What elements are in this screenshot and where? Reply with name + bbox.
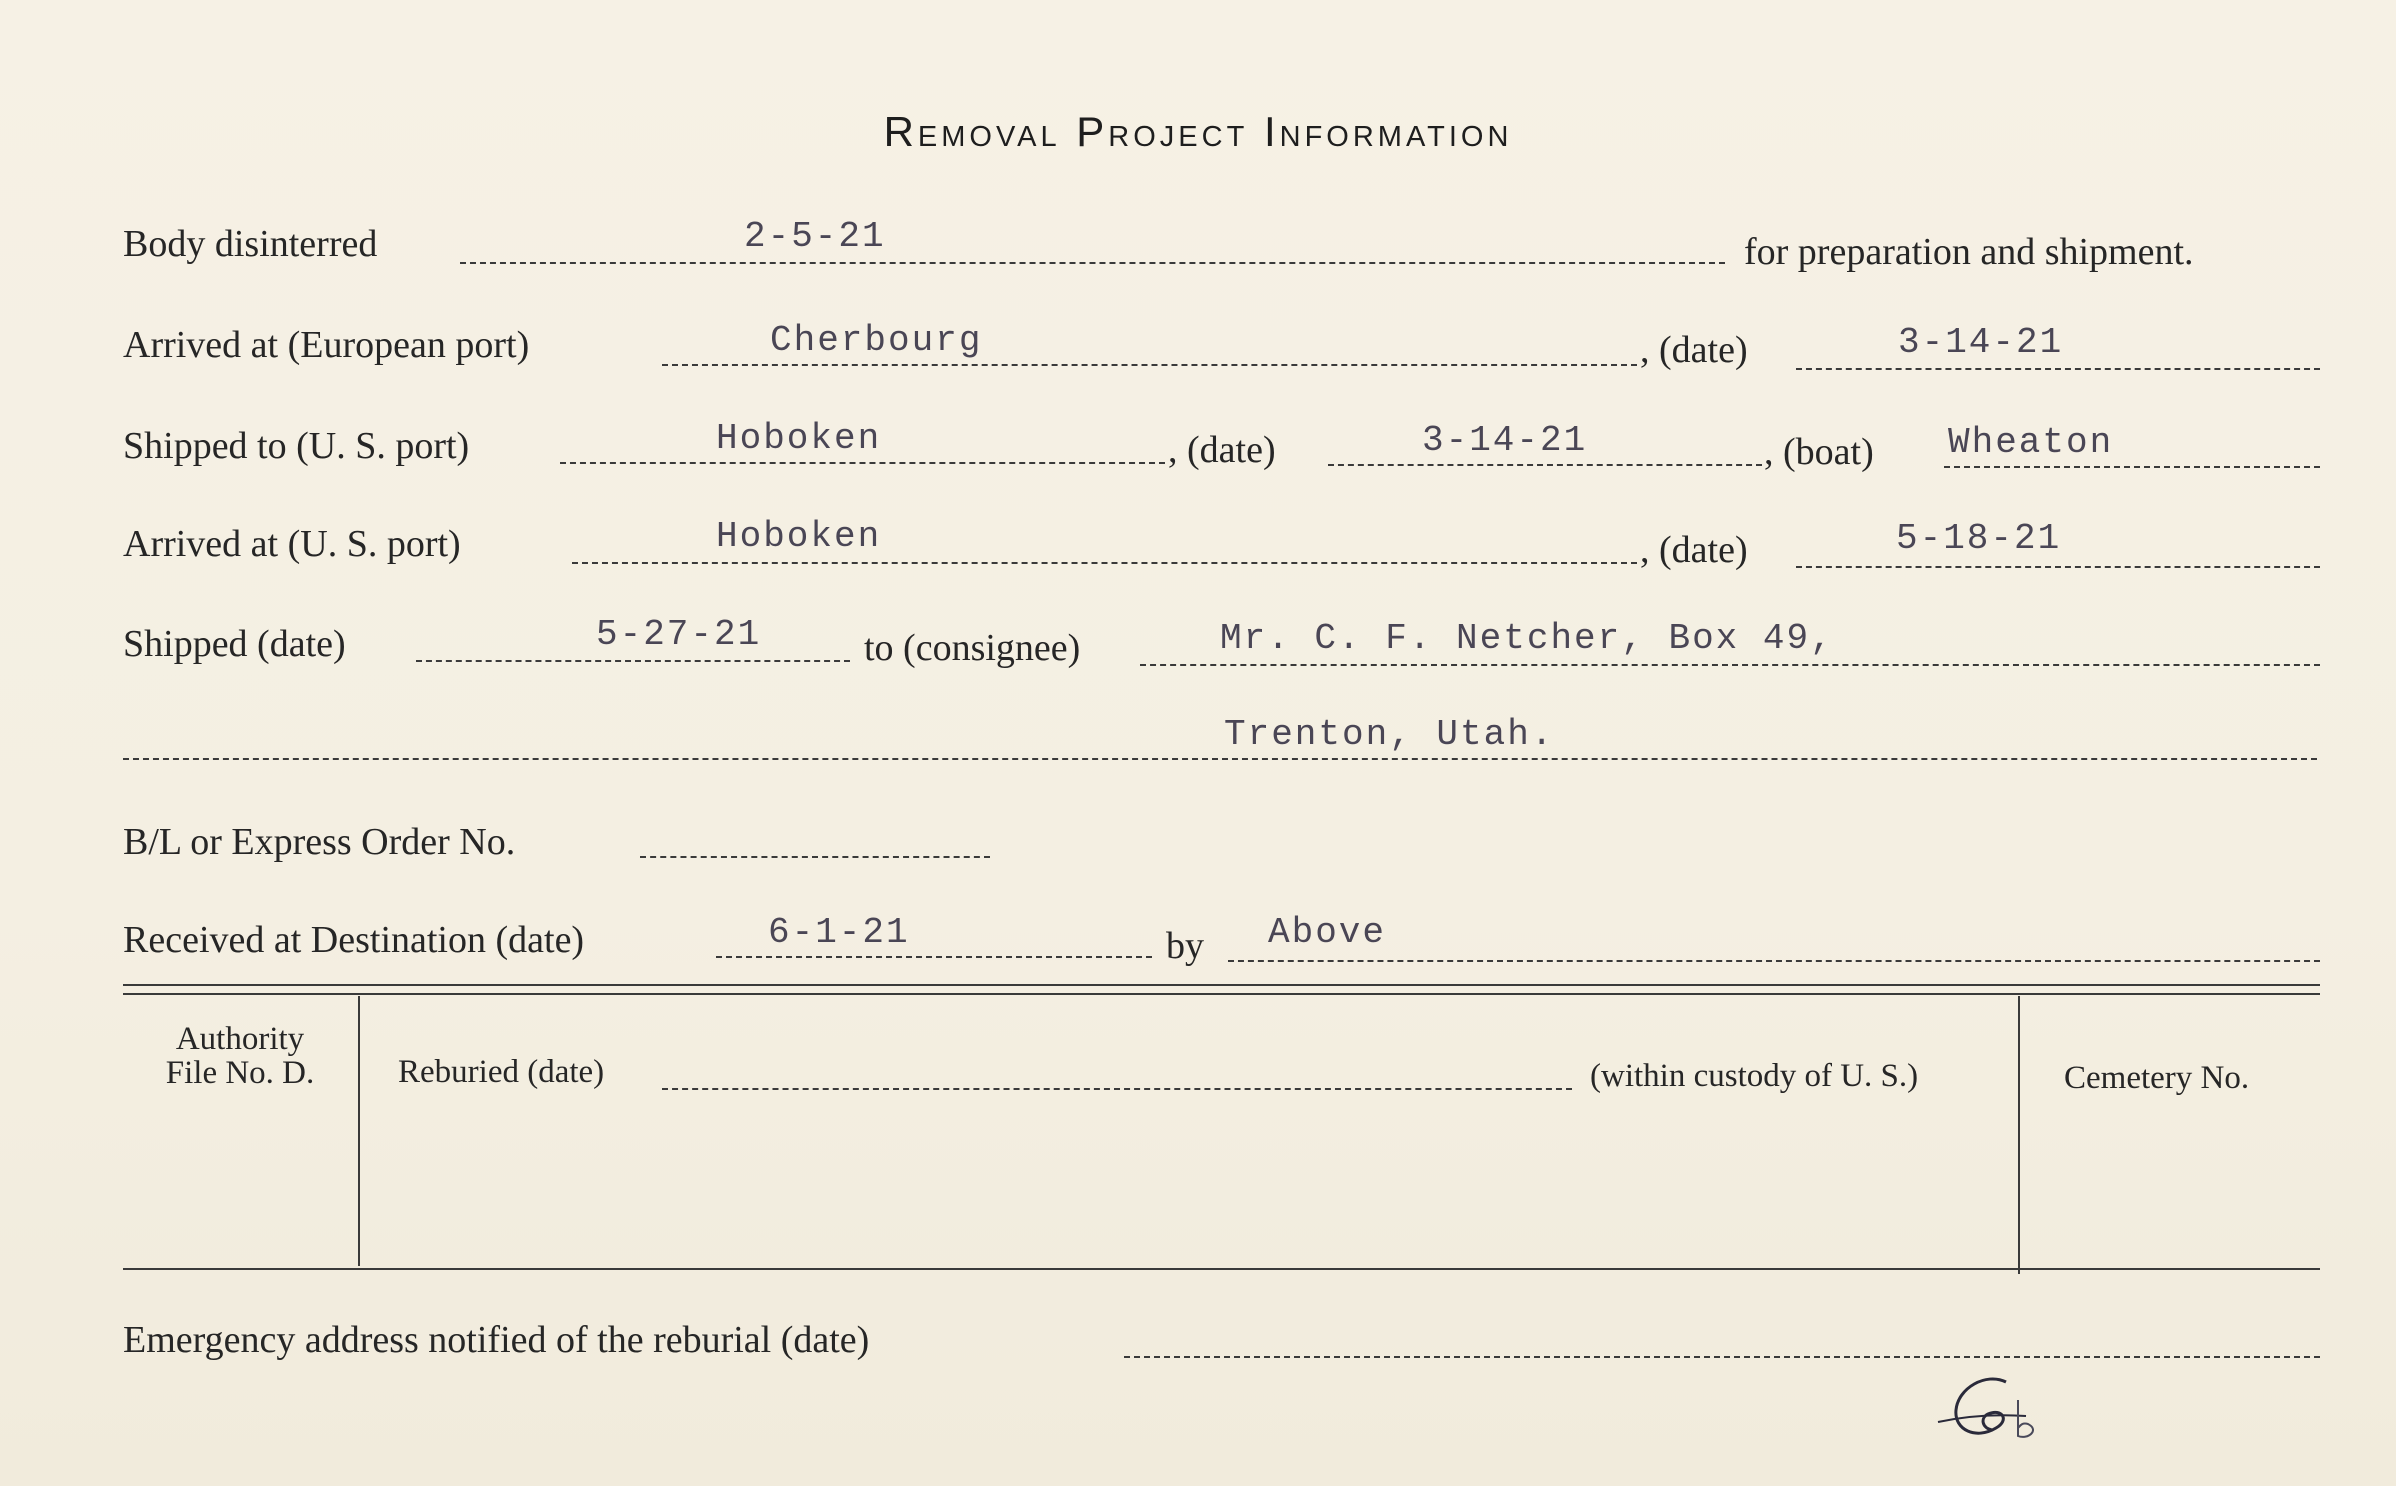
shipped-to-port-line (560, 462, 1165, 464)
european-date-label: , (date) (1640, 329, 1748, 371)
bl-label: B/L or Express Order No. (123, 821, 516, 863)
received-date-line (716, 956, 1152, 958)
arrived-us-date-value: 5-18-21 (1896, 518, 2062, 559)
boat-line (1944, 466, 2320, 468)
table-bottom-rule (123, 1268, 2320, 1270)
table-divider-right (2018, 996, 2020, 1274)
shipped-date-label: , (date) (1168, 429, 1276, 471)
bl-line (640, 856, 990, 858)
consignee-line-2 (123, 758, 2317, 760)
reburied-label: Reburied (date) (398, 1054, 605, 1090)
custody-label: (within custody of U. S.) (1590, 1058, 1919, 1094)
for-preparation-label: for preparation and shipment. (1744, 231, 2194, 273)
arrived-european-label: Arrived at (European port) (123, 324, 530, 366)
table-divider-left (358, 996, 360, 1266)
european-port-line (662, 364, 1637, 366)
arrived-us-date-line (1796, 566, 2320, 568)
disinterred-date-value: 2-5-21 (744, 216, 886, 257)
authority-label-line1: Authority (175, 1021, 305, 1057)
received-by-line (1228, 960, 2320, 962)
received-label: Received at Destination (date) (123, 919, 585, 961)
table-top-rule-1 (123, 984, 2320, 986)
arrived-us-port-line (572, 562, 1637, 564)
cemetery-label: Cemetery No. (2064, 1060, 2250, 1096)
reburied-line (662, 1088, 1572, 1090)
received-by-value: Above (1268, 912, 1387, 953)
form-title: Removal Project Information (883, 108, 1513, 155)
received-date-value: 6-1-21 (768, 912, 910, 953)
handwritten-initials-mark (1936, 1370, 2046, 1450)
shipped-date-line (1328, 464, 1762, 466)
shipped-to-label: Shipped to (U. S. port) (123, 425, 470, 467)
shipped-date-value-line (416, 660, 850, 662)
arrived-us-date-label: , (date) (1640, 529, 1748, 571)
arrived-us-port-value: Hoboken (716, 516, 882, 557)
shipped-label: Shipped (date) (123, 623, 346, 665)
european-date-line (1796, 368, 2320, 370)
shipped-date-value: 5-27-21 (596, 614, 762, 655)
shipped-to-date-value: 3-14-21 (1422, 420, 1588, 461)
european-port-value: Cherbourg (770, 320, 983, 361)
emergency-label: Emergency address notified of the reburial (date) (123, 1319, 870, 1361)
emergency-line (1124, 1356, 2320, 1358)
to-consignee-label: to (consignee) (864, 627, 1081, 669)
european-date-value: 3-14-21 (1898, 322, 2064, 363)
authority-label (140, 1022, 340, 1090)
boat-value: Wheaton (1948, 422, 2114, 463)
arrived-us-label: Arrived at (U. S. port) (123, 523, 461, 565)
by-label: by (1166, 925, 1204, 967)
boat-label: , (boat) (1764, 431, 1874, 473)
table-top-rule-2 (123, 993, 2320, 995)
body-disinterred-line (460, 262, 1725, 264)
consignee-line1-value: Mr. C. F. Netcher, Box 49, (1220, 618, 1834, 659)
body-disinterred-label: Body disinterred (123, 223, 378, 265)
consignee-line2-value: Trenton, Utah. (1224, 714, 1555, 755)
shipped-to-port-value: Hoboken (716, 418, 882, 459)
consignee-line-1 (1140, 664, 2320, 666)
authority-label-line2: File No. D. (165, 1055, 315, 1091)
